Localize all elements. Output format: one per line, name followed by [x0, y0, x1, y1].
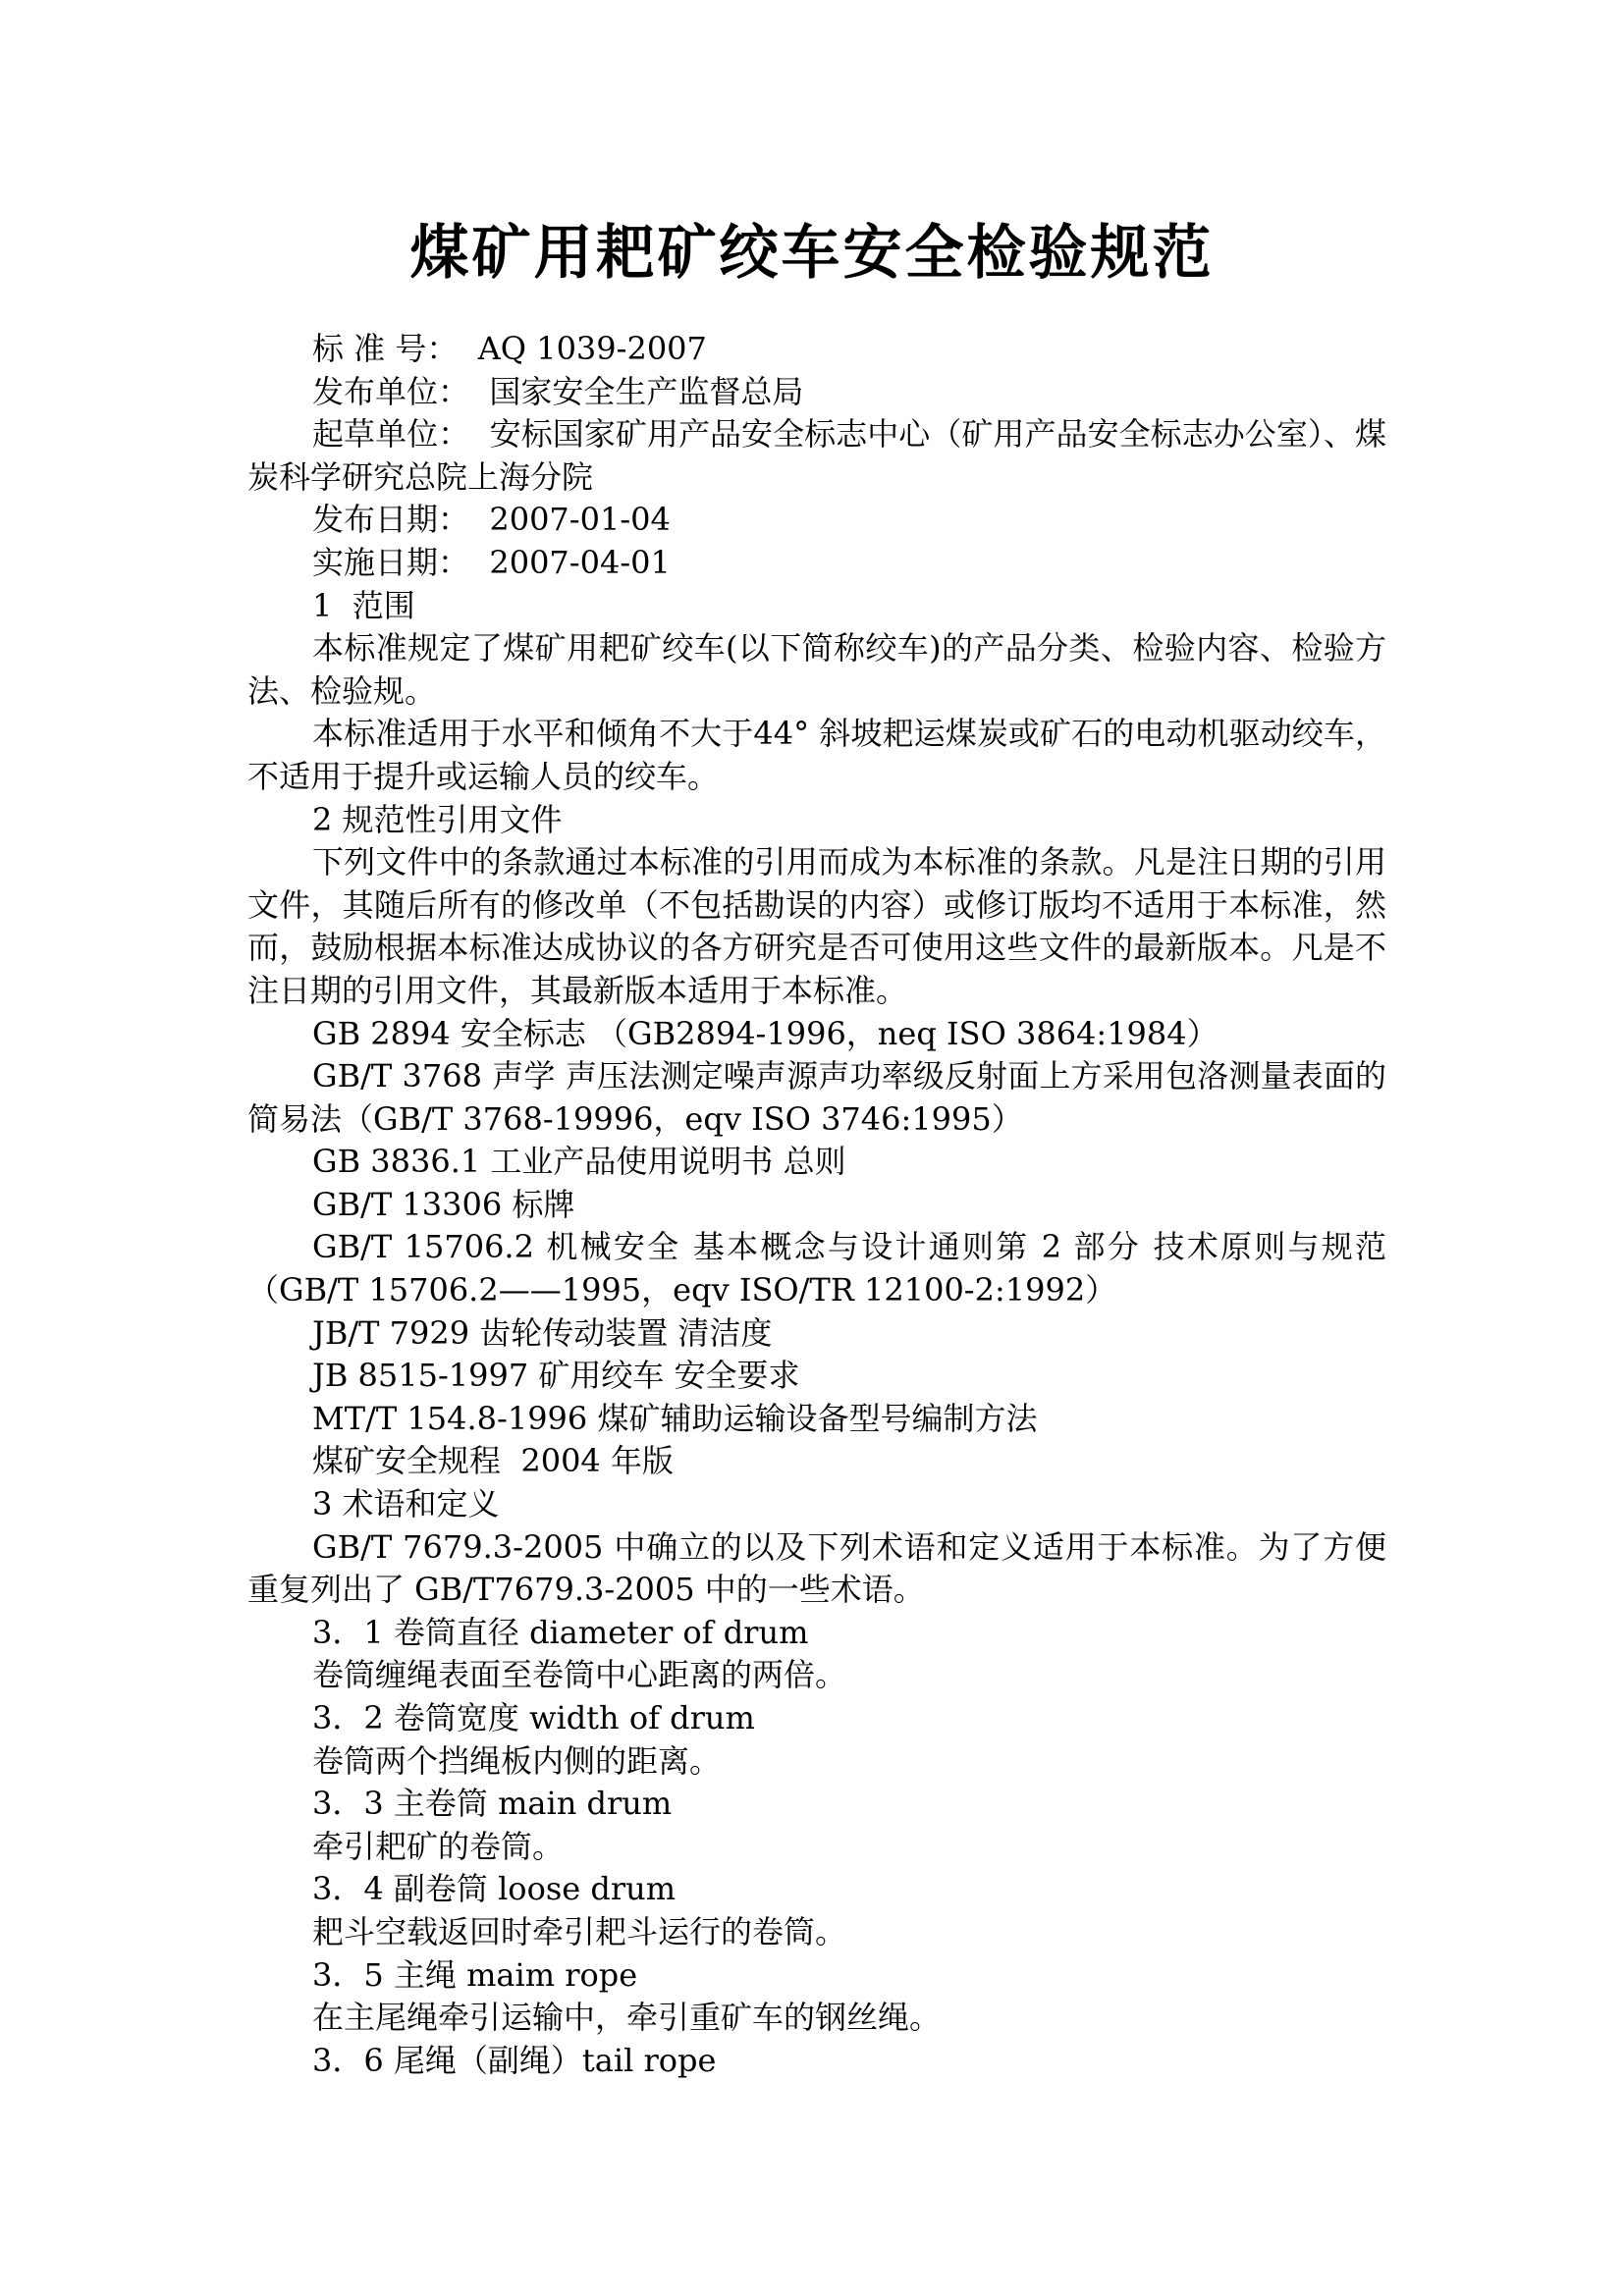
- document-body: [247, 328, 1386, 2082]
- reference-item: GB 2894 安全标志 （GB2894-1996，neq ISO 3864:1984）: [312, 1014, 1218, 1052]
- reference-item: GB/T 15706.2 机械安全 基本概念与设计通则第 2 部分 技术原则与规范（GB/T 15706.2——1995，eqv ISO/TR 12100-2:1992）: [247, 1228, 1386, 1309]
- term-definition: 卷筒缠绳表面至卷筒中心距离的两倍。: [312, 1656, 847, 1694]
- term-definition: 在主尾绳牵引运输中，牵引重矿车的钢丝绳。: [312, 1999, 942, 2037]
- reference-item: JB 8515-1997 矿用绞车 安全要求: [312, 1357, 800, 1395]
- section-heading-scope: 1 范围: [312, 586, 415, 624]
- term-heading: 3．4 副卷筒 loose drum: [312, 1870, 677, 1908]
- meta-standard-number: 标 准 号： AQ 1039-2007: [312, 330, 707, 367]
- meta-drafting-units: 起草单位： 安标国家矿用产品安全标志中心（矿用产品安全标志办公室）、煤炭科学研究总院上海分院: [247, 415, 1386, 496]
- section-heading-terms: 3 术语和定义: [312, 1485, 500, 1523]
- reference-item: MT/T 154.8-1996 煤矿辅助运输设备型号编制方法: [312, 1399, 1038, 1437]
- term-heading: 3．5 主绳 maim rope: [312, 1955, 638, 1994]
- term-definition: 牵引耙矿的卷筒。: [312, 1827, 565, 1865]
- meta-issue-date: 发布日期： 2007-01-04: [312, 501, 671, 539]
- reference-item: GB/T 13306 标牌: [312, 1185, 575, 1223]
- term-heading: 3．3 主卷筒 main drum: [312, 1785, 673, 1823]
- meta-issuer: 发布单位： 国家安全生产监督总局: [312, 372, 804, 410]
- term-heading: 3．1 卷筒直径 diameter of drum: [312, 1613, 809, 1651]
- reference-item: GB 3836.1 工业产品使用说明书 总则: [312, 1143, 846, 1181]
- section-heading-normative-references: 2 规范性引用文件: [312, 800, 563, 838]
- term-definition: 卷筒两个挡绳板内侧的距离。: [312, 1741, 722, 1780]
- reference-item: 煤矿安全规程 2004 年版: [312, 1442, 674, 1480]
- term-heading: 3．2 卷筒宽度 width of drum: [312, 1699, 755, 1736]
- paragraph: 本标准适用于水平和倾角不大于44° 斜坡耙运煤炭或矿石的电动机驱动绞车，不适用于提升或运输人员的绞车。: [247, 715, 1386, 795]
- meta-effective-date: 实施日期： 2007-04-01: [312, 543, 671, 581]
- document-title: 煤矿用耙矿绞车安全检验规范: [409, 219, 1215, 288]
- reference-item: GB/T 3768 声学 声压法测定噪声源声功率级反射面上方采用包洛测量表面的简易法（GB/T 3768-19996，eqv ISO 3746:1995）: [247, 1057, 1386, 1138]
- paragraph: GB/T 7679.3-2005 中确立的以及下列术语和定义适用于本标准。为了方便重复列出了 GB/T7679.3-2005 中的一些术语。: [247, 1527, 1386, 1609]
- reference-item: JB/T 7929 齿轮传动装置 清洁度: [312, 1313, 773, 1352]
- term-definition: 耙斗空载返回时牵引耙斗运行的卷筒。: [312, 1912, 847, 1950]
- paragraph: 本标准规定了煤矿用耙矿绞车(以下简称绞车)的产品分类、检验内容、检验方法、检验规。: [247, 629, 1386, 710]
- term-heading: 3．6 尾绳（副绳）tail rope: [312, 2041, 717, 2079]
- paragraph: 下列文件中的条款通过本标准的引用而成为本标准的条款。凡是注日期的引用文件，其随后所有的修改单（不包括勘误的内容）或修订版均不适用于本标准，然而，鼓励根据本标准达成协议的各方研究是否可使用这些文件的最新版本。凡是不注日期的引用文件，其最新版本适用于本标准。: [247, 843, 1386, 1009]
